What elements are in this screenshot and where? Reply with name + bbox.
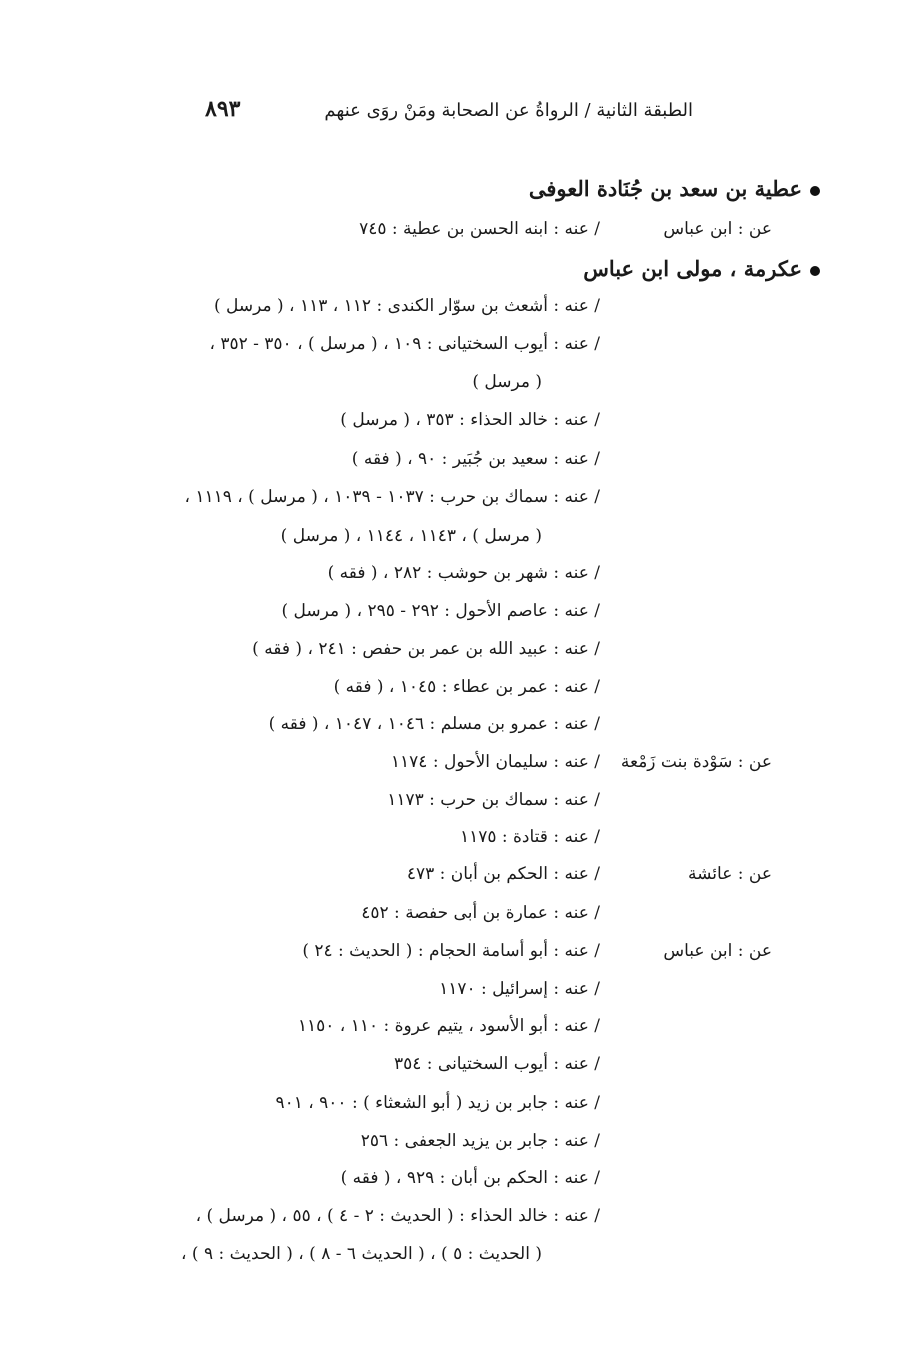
continuation-line: ( مرسل ) — [472, 372, 542, 392]
transmitter-line: / عنه : خالد الحذاء : ( الحديث : ٢ - ٤ ) ، ٥٥ ، ( مرسل ) ، — [195, 1206, 600, 1226]
transmitter-line: / عنه : عمرو بن مسلم : ١٠٤٦ ، ١٠٤٧ ، ( فقه ) — [268, 714, 600, 734]
transmitter-line: / عنه : شهر بن حوشب : ٢٨٢ ، ( فقه ) — [327, 563, 600, 583]
transmitter-line: / عنه : عاصم الأحول : ٢٩٢ - ٢٩٥ ، ( مرسل ) — [281, 601, 600, 621]
transmitter-line: / عنه : عبيد الله بن عمر بن حفص : ٢٤١ ، ( فقه ) — [252, 639, 600, 659]
bullet-icon — [810, 186, 820, 196]
source-label: عن : ابن عباس — [663, 219, 772, 239]
transmitter-line: / عنه : سعيد بن جُبَير : ٩٠ ، ( فقه ) — [351, 449, 600, 469]
transmitter-line: / عنه : الحكم بن أبان : ٤٧٣ — [406, 864, 600, 884]
source-label: عن : عائشة — [688, 864, 772, 884]
source-label: عن : سَوْدة بنت زَمْعة — [620, 752, 772, 772]
transmitter-line: / عنه : جابر بن يزيد الجعفى : ٢٥٦ — [360, 1131, 600, 1151]
bullet-icon — [810, 266, 820, 276]
transmitter-line: / عنه : إسرائيل : ١١٧٠ — [439, 979, 600, 999]
transmitter-line: / عنه : الحكم بن أبان : ٩٢٩ ، ( فقه ) — [340, 1168, 600, 1188]
transmitter-line: / عنه : جابر بن زيد ( أبو الشعثاء ) : ٩٠٠ ، ٩٠١ — [275, 1093, 600, 1113]
transmitter-line: / عنه : سماك بن حرب : ١١٧٣ — [387, 790, 600, 810]
transmitter-line: / عنه : أيوب السختيانى : ٣٥٤ — [393, 1054, 600, 1074]
transmitter-line: / عنه : سماك بن حرب : ١٠٣٧ - ١٠٣٩ ، ( مرسل ) ، ١١١٩ ، — [184, 487, 600, 507]
transmitter-line: / عنه : أيوب السختيانى : ١٠٩ ، ( مرسل ) ، ٣٥٠ - ٣٥٢ ، — [209, 334, 600, 354]
transmitter-line: / عنه : عمر بن عطاء : ١٠٤٥ ، ( فقه ) — [333, 677, 600, 697]
transmitter-line: / عنه : خالد الحذاء : ٣٥٣ ، ( مرسل ) — [340, 410, 600, 430]
entry-heading — [529, 176, 820, 201]
continuation-line: ( الحديث : ٥ ) ، ( الحديث ٦ - ٨ ) ، ( الحديث : ٩ ) ، — [181, 1244, 542, 1264]
entry-heading — [583, 256, 820, 281]
source-label: عن : ابن عباس — [663, 941, 772, 961]
transmitter-line: / عنه : قتادة : ١١٧٥ — [459, 827, 600, 847]
transmitter-line: / عنه : عمارة بن أبى حفصة : ٤٥٢ — [361, 903, 600, 923]
entry-name: عطية بن سعد بن جُنَادة العوفى — [528, 176, 802, 201]
entry-name: عكرمة ، مولى ابن عباس — [583, 256, 802, 281]
transmitter-line: / عنه : أبو أسامة الحجام : ( الحديث : ٢٤ ) — [302, 941, 600, 961]
transmitter-line: / عنه : سليمان الأحول : ١١٧٤ — [390, 752, 600, 772]
running-header: الطبقة الثانية / الرواةُ عن الصحابة ومَنْ روَى عنهم — [324, 100, 693, 121]
transmitter-line: / عنه : أشعث بن سوّار الكندى : ١١٢ ، ١١٣ ، ( مرسل ) — [213, 296, 600, 316]
transmitter-line: / عنه : ابنه الحسن بن عطية : ٧٤٥ — [359, 219, 600, 239]
continuation-line: ( مرسل ) ، ١١٤٣ ، ١١٤٤ ، ( مرسل ) — [280, 526, 542, 546]
transmitter-line: / عنه : أبو الأسود ، يتيم عروة : ١١٠ ، ١١٥٠ — [297, 1016, 600, 1036]
page-number: ٨٩٣ — [205, 96, 241, 122]
